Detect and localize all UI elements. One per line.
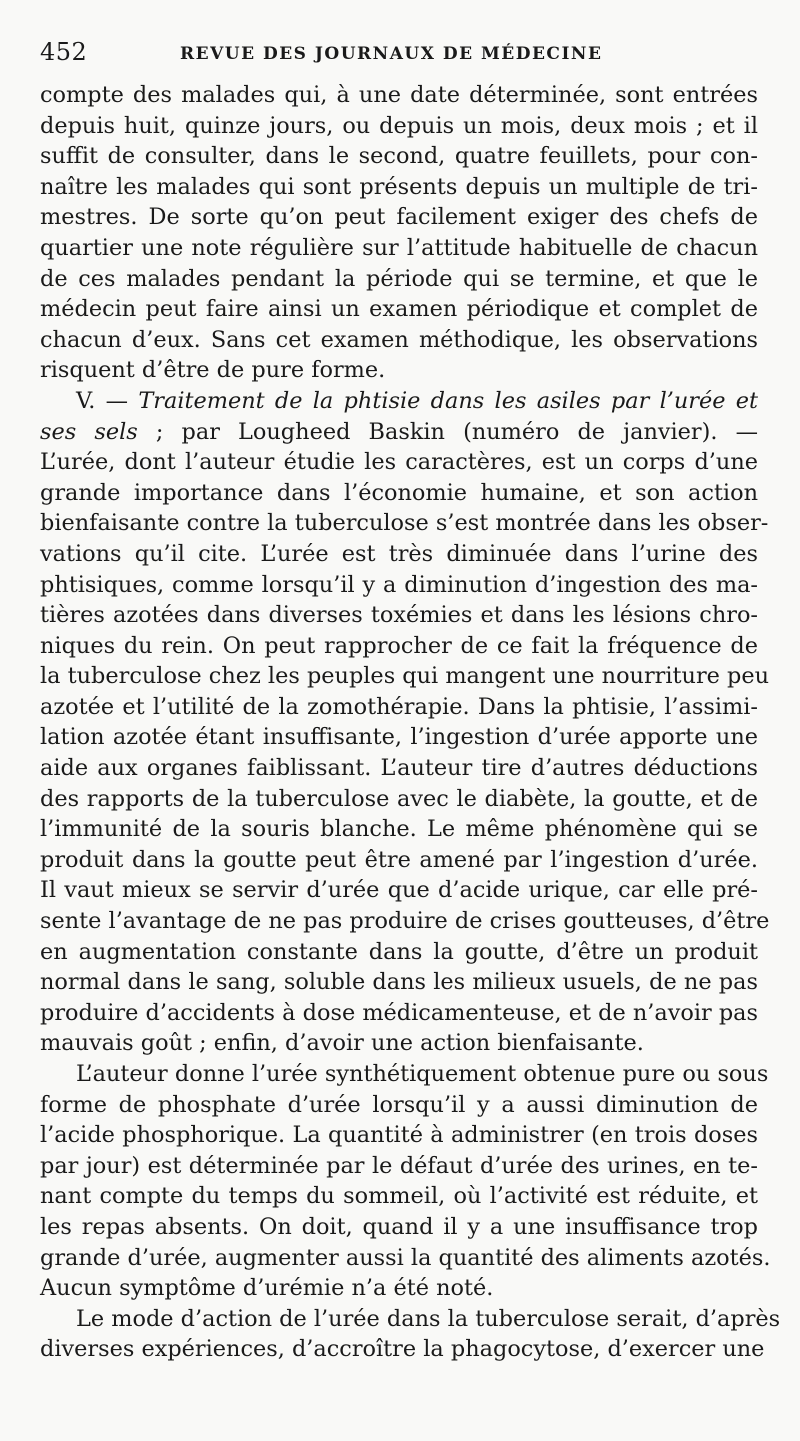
text-line: vations qu’il cite. L’urée est très diminuée dans l’urine des <box>40 540 758 567</box>
text-line: L’urée, dont l’auteur étudie les caractères, est un corps d’une <box>40 449 758 476</box>
text-line <box>40 417 758 448</box>
text-line: forme de phosphate d’urée lorsqu’il y a aussi diminution de <box>40 1091 758 1118</box>
text-line: chacun d’eux. Sans cet examen méthodique, les observations <box>40 326 758 353</box>
text-line: mestres. De sorte qu’on peut facilement exiger des chefs de <box>40 204 758 231</box>
text-line: suffit de consulter, dans le second, quatre feuillets, pour con- <box>40 143 758 170</box>
text-line: compte des malades qui, à une date déterminée, sont entrées <box>40 82 758 108</box>
text-line: produit dans la goutte peut être amené par l’ingestion d’urée. <box>40 846 758 873</box>
text-line: Le mode d’action de l’urée dans la tuberculose serait, d’après <box>76 1305 781 1332</box>
text-line: sente l’avantage de ne pas produire de crises goutteuses, d’être <box>40 908 770 935</box>
text-line: les repas absents. On doit, quand il y a une insuffisance trop <box>40 1213 758 1240</box>
text-line: médecin peut faire ainsi un examen périodique et complet de <box>40 296 758 323</box>
text-line: normal dans le sang, soluble dans les milieux usuels, de ne pas <box>40 969 758 996</box>
text-line: l’acide phosphorique. La quantité à administrer (en trois doses <box>40 1122 758 1149</box>
text-line: phtisiques, comme lorsqu’il y a diminution d’ingestion des ma- <box>40 571 758 598</box>
text-line: niques du rein. On peut rapprocher de ce fait la fréquence de <box>40 632 758 659</box>
text-run: ; par Lougheed Baskin (numéro de janvier). — <box>137 418 758 445</box>
text-line: depuis huit, quinze jours, ou depuis un mois, deux mois ; et il <box>40 112 758 139</box>
text-line: par jour) est déterminée par le défaut d’urée des urines, en te- <box>40 1152 758 1179</box>
text-line: aide aux organes faiblissant. L’auteur tire d’autres déductions <box>40 755 758 782</box>
text-line: diverses expériences, d’accroître la phagocytose, d’exercer une <box>40 1336 765 1363</box>
text-line: grande importance dans l’économie humaine, et son action <box>40 479 758 506</box>
text-line: risquent d’être de pure forme. <box>40 357 386 384</box>
text-line: lation azotée étant insuffisante, l’ingestion d’urée apporte une <box>40 724 758 751</box>
text-line: quartier une note régulière sur l’attitude habituelle de chacun <box>40 234 758 261</box>
text-line: l’immunité de la souris blanche. Le même phénomène qui se <box>40 816 758 843</box>
text-line: de ces malades pendant la période qui se termine, et que le <box>40 265 758 292</box>
body-text <box>40 80 781 1365</box>
text-line: bienfaisante contre la tuberculose s’est montrée dans les obser- <box>40 510 769 537</box>
text-run: V. — <box>76 387 139 414</box>
text-line: grande d’urée, augmenter aussi la quantité des aliments azotés. <box>40 1244 771 1271</box>
text-line: Il vaut mieux se servir d’urée que d’acide urique, car elle pré- <box>40 877 758 904</box>
text-line: nant compte du temps du sommeil, où l’activité est réduite, et <box>40 1183 758 1210</box>
running-head: REVUE DES JOURNAUX DE MÉDECINE <box>180 44 603 64</box>
italic-text: Traitement de la phtisie dans les asiles par l’urée et <box>138 387 758 414</box>
text-line: Aucun symptôme d’urémie n’a été noté. <box>40 1275 494 1302</box>
page-number: 452 <box>40 38 88 66</box>
text-line: des rapports de la tuberculose avec le diabète, la goutte, et de <box>40 785 758 812</box>
text-line: naître les malades qui sont présents depuis un multiple de tri- <box>40 173 758 200</box>
text-line: azotée et l’utilité de la zomothérapie. Dans la phtisie, l’assimi- <box>40 693 758 720</box>
text-line: mauvais goût ; enfin, d’avoir une action bienfaisante. <box>40 1030 644 1057</box>
italic-text: ses sels <box>40 418 138 445</box>
text-line: L’auteur donne l’urée synthétiquement obtenue pure ou sous <box>76 1061 769 1087</box>
text-line: en augmentation constante dans la goutte, d’être un produit <box>40 938 758 965</box>
text-line: la tuberculose chez les peuples qui mangent une nourriture peu <box>40 663 770 690</box>
text-line: produire d’accidents à dose médicamenteuse, et de n’avoir pas <box>40 999 758 1026</box>
text-line <box>40 386 758 417</box>
text-line: tières azotées dans diverses toxémies et dans les lésions chro- <box>40 602 758 629</box>
page-header <box>40 30 760 70</box>
